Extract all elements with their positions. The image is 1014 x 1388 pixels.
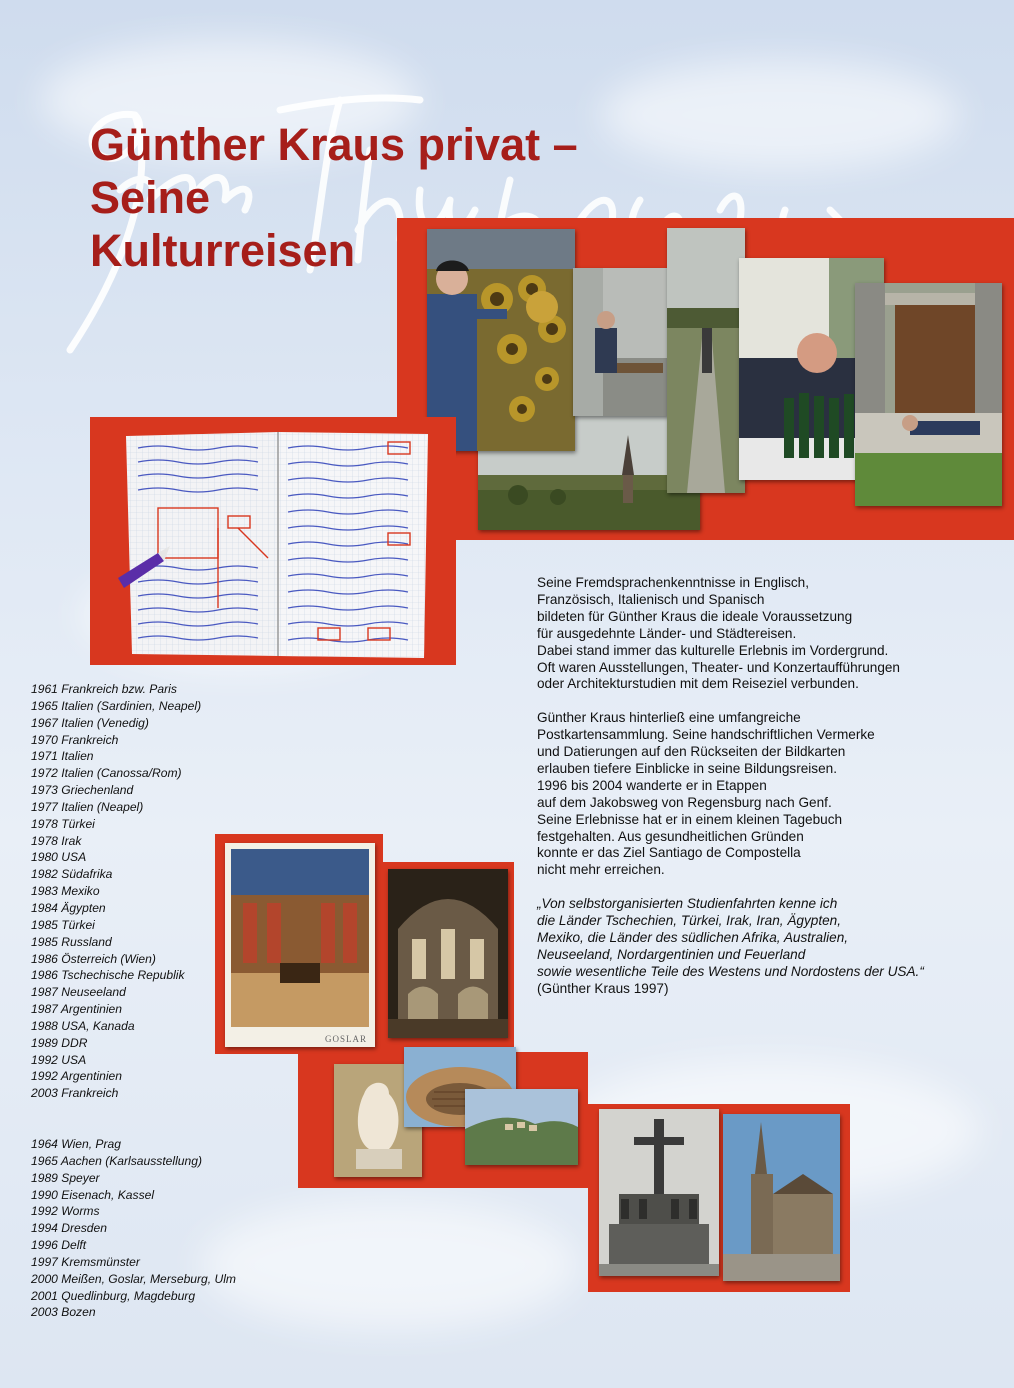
country-trip-entry: 1988 USA, Kanada	[31, 1018, 135, 1033]
country-trip-entry: 1980 USA	[31, 850, 87, 865]
country-trip-entry: 1971 Italien	[31, 749, 94, 764]
cathedral-postcard	[723, 1114, 840, 1281]
country-trip-entry: 1967 Italien (Venedig)	[31, 715, 149, 730]
bench-rest-photo	[573, 268, 668, 416]
country-road-photo	[667, 228, 745, 493]
city-trip-entry: 1992 Worms	[31, 1204, 100, 1219]
country-trip-entry: 1985 Türkei	[31, 917, 95, 932]
country-trip-entry: 1973 Griechenland	[31, 783, 134, 798]
country-trip-entry: 1987 Neuseeland	[31, 985, 126, 1000]
hill-town-postcard	[465, 1089, 578, 1165]
city-trip-entry: 1997 Kremsmünster	[31, 1254, 140, 1269]
postcard-caption: GOSLAR	[324, 1034, 367, 1044]
country-trip-entry: 1985 Russland	[31, 934, 112, 949]
city-trip-entry: 1964 Wien, Prag	[31, 1137, 121, 1151]
country-trip-entry: 1982 Südafrika	[31, 867, 113, 882]
cities-travel-list	[31, 1136, 261, 1321]
paragraph-postcards: Günther Kraus hinterließ eine umfangreiche Postkartensammlung. Seine handschriftlichen Vermerke und Datierungen auf den Rückseiten der Bildkarten erlauben tiefere Einblicke in seine Bildungsreisen. 1996 bis 2004 wanderte er in Etappen auf dem Jakobsweg von Regensburg nach Genf. Seine Erlebnisse hat er in einem kleinen Tagebuch festgehalten. Aus gesundheitlichen Gründen konnte er das Ziel Santiago de Compostella nicht mehr erreichen.	[537, 710, 875, 878]
title-line-2: Seine	[90, 172, 211, 223]
country-trip-entry: 1987 Argentinien	[31, 1002, 122, 1017]
country-trip-entry: 1986 Österreich (Wien)	[31, 951, 156, 966]
country-trip-entry: 1992 Argentinien	[31, 1069, 122, 1084]
city-trip-entry: 2000 Meißen, Goslar, Merseburg, Ulm	[31, 1271, 237, 1286]
country-trip-entry: 1992 USA	[31, 1052, 87, 1067]
title-line-3: Kulturreisen	[90, 225, 356, 276]
travel-diary-photo	[118, 428, 436, 660]
country-trip-entry: 1978 Türkei	[31, 816, 95, 831]
calvary-postcard	[599, 1109, 719, 1276]
city-trip-entry: 1996 Delft	[31, 1238, 87, 1253]
country-trip-entry: 1961 Frankreich bzw. Paris	[31, 682, 177, 696]
city-trip-entry: 2001 Quedlinburg, Magdeburg	[31, 1288, 196, 1303]
country-trip-entry: 1970 Frankreich	[31, 732, 119, 747]
country-trip-entry: 1972 Italien (Canossa/Rom)	[31, 766, 182, 781]
resting-on-ground-photo	[855, 283, 1002, 506]
country-trip-entry: 1978 Irak	[31, 833, 82, 848]
city-trip-entry: 1965 Aachen (Karlsausstellung)	[31, 1153, 202, 1168]
country-trip-entry: 1983 Mexiko	[31, 884, 100, 899]
paragraph-languages: Seine Fremdsprachenkenntnisse in Englisch, Französisch, Italienisch und Spanisch bildeten für Günther Kraus die ideale Voraussetzung für ausgedehnte Länder- und Städtereisen. Dabei stand immer das kulturelle Erlebnis im Vordergrund. Oft waren Ausstellungen, Theater- und Konzertaufführungen oder Architekturstudien mit dem Reiseziel verbunden.	[537, 575, 900, 692]
quote-text: „Von selbstorganisierten Studienfahrten kenne ich die Länder Tschechien, Türkei, Irak, Iran, Ägypten, Mexiko, die Länder des südlichen Afrika, Australien, Neuseeland, Nordargentinien und Feuerland sowie wesentliche Teile des Westens und Nordostens der USA.“	[537, 896, 924, 979]
country-trip-entry: 1989 DDR	[31, 1035, 88, 1050]
city-trip-entry: 1989 Speyer	[31, 1170, 100, 1185]
quote-block	[537, 896, 977, 997]
intro-text	[537, 575, 977, 1015]
country-trip-entry: 1977 Italien (Neapel)	[31, 799, 144, 814]
goslar-postcard	[225, 843, 375, 1047]
city-trip-entry: 2003 Bozen	[31, 1305, 96, 1320]
country-trip-entry: 1986 Tschechische Republik	[31, 968, 185, 983]
country-trip-entry: 2003 Frankreich	[31, 1086, 119, 1101]
country-trip-entry: 1965 Italien (Sardinien, Neapel)	[31, 698, 202, 713]
city-trip-entry: 1990 Eisenach, Kassel	[31, 1187, 155, 1202]
city-trip-entry: 1994 Dresden	[31, 1221, 107, 1236]
title-line-1: Günther Kraus privat –	[90, 119, 578, 170]
quote-attribution: (Günther Kraus 1997)	[537, 980, 669, 996]
country-trip-entry: 1984 Ägypten	[31, 900, 106, 915]
aachen-cathedral-postcard	[388, 869, 508, 1038]
